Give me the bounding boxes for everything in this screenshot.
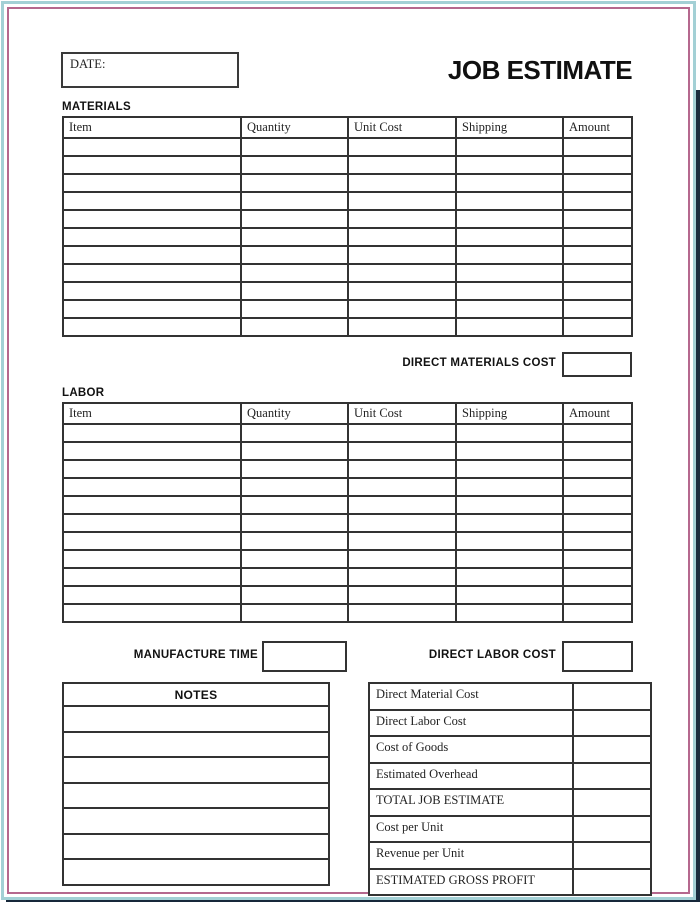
empty-cell[interactable]	[456, 514, 563, 532]
empty-cell[interactable]	[241, 604, 348, 622]
empty-cell[interactable]	[456, 264, 563, 282]
empty-cell[interactable]	[241, 192, 348, 210]
empty-cell[interactable]	[348, 246, 456, 264]
empty-cell[interactable]	[348, 460, 456, 478]
empty-cell[interactable]	[456, 138, 563, 156]
empty-cell[interactable]	[348, 514, 456, 532]
empty-cell[interactable]	[456, 318, 563, 336]
summary-label: Estimated Overhead	[369, 763, 573, 790]
empty-cell[interactable]	[456, 300, 563, 318]
empty-cell[interactable]	[63, 424, 241, 442]
empty-cell[interactable]	[241, 514, 348, 532]
empty-cell[interactable]	[563, 264, 632, 282]
empty-cell[interactable]	[348, 210, 456, 228]
summary-value-cell[interactable]	[573, 763, 651, 790]
table-row	[63, 442, 632, 460]
empty-cell[interactable]	[241, 156, 348, 174]
notes-row	[63, 808, 329, 834]
notes-row	[63, 834, 329, 860]
notes-header: NOTES	[63, 683, 329, 706]
summary-row	[369, 763, 651, 790]
empty-cell[interactable]	[63, 246, 241, 264]
summary-label: Direct Material Cost	[369, 683, 573, 710]
notes-line[interactable]	[63, 859, 329, 885]
summary-value-cell[interactable]	[573, 736, 651, 763]
summary-label: Direct Labor Cost	[369, 710, 573, 737]
empty-cell[interactable]	[241, 424, 348, 442]
summary-row	[369, 842, 651, 869]
empty-cell[interactable]	[241, 532, 348, 550]
column-header: Amount	[563, 403, 632, 424]
table-row	[63, 264, 632, 282]
summary-label: Revenue per Unit	[369, 842, 573, 869]
notes-line[interactable]	[63, 808, 329, 834]
empty-cell[interactable]	[348, 156, 456, 174]
manufacture-time-label: MANUFACTURE TIME	[133, 649, 258, 661]
materials-table	[62, 116, 633, 337]
empty-cell[interactable]	[563, 604, 632, 622]
empty-cell[interactable]	[63, 282, 241, 300]
table-row	[63, 318, 632, 336]
page-edge-shadow-right	[696, 90, 700, 902]
manufacture-time-field[interactable]	[262, 641, 347, 672]
empty-cell[interactable]	[348, 568, 456, 586]
table-row	[63, 300, 632, 318]
empty-cell[interactable]	[563, 460, 632, 478]
empty-cell[interactable]	[456, 478, 563, 496]
empty-cell[interactable]	[241, 228, 348, 246]
empty-cell[interactable]	[63, 228, 241, 246]
empty-cell[interactable]	[348, 228, 456, 246]
empty-cell[interactable]	[241, 550, 348, 568]
notes-line[interactable]	[63, 757, 329, 783]
column-header: Unit Cost	[348, 403, 456, 424]
summary-label: TOTAL JOB ESTIMATE	[369, 789, 573, 816]
date-field[interactable]	[61, 52, 239, 88]
empty-cell[interactable]	[63, 550, 241, 568]
empty-cell[interactable]	[348, 478, 456, 496]
empty-cell[interactable]	[241, 174, 348, 192]
summary-value-cell[interactable]	[573, 869, 651, 896]
labor-table	[62, 402, 633, 623]
empty-cell[interactable]	[563, 532, 632, 550]
empty-cell[interactable]	[563, 586, 632, 604]
empty-cell[interactable]	[63, 300, 241, 318]
empty-cell[interactable]	[241, 246, 348, 264]
empty-cell[interactable]	[241, 568, 348, 586]
empty-cell[interactable]	[63, 156, 241, 174]
empty-cell[interactable]	[348, 604, 456, 622]
empty-cell[interactable]	[456, 228, 563, 246]
empty-cell[interactable]	[563, 228, 632, 246]
empty-cell[interactable]	[348, 550, 456, 568]
empty-cell[interactable]	[241, 210, 348, 228]
empty-cell[interactable]	[456, 442, 563, 460]
empty-cell[interactable]	[348, 496, 456, 514]
column-header: Shipping	[456, 117, 563, 138]
table-row	[63, 156, 632, 174]
empty-cell[interactable]	[348, 442, 456, 460]
empty-cell[interactable]	[456, 246, 563, 264]
empty-cell[interactable]	[563, 156, 632, 174]
table-row	[63, 604, 632, 622]
summary-value-cell[interactable]	[573, 710, 651, 737]
empty-cell[interactable]	[456, 568, 563, 586]
column-header: Amount	[563, 117, 632, 138]
materials-section-label: MATERIALS	[62, 101, 131, 113]
notes-line[interactable]	[63, 732, 329, 758]
empty-cell[interactable]	[456, 282, 563, 300]
empty-cell[interactable]	[241, 282, 348, 300]
empty-cell[interactable]	[63, 264, 241, 282]
page-title: JOB ESTIMATE	[447, 55, 633, 85]
empty-cell[interactable]	[63, 532, 241, 550]
empty-cell[interactable]	[348, 586, 456, 604]
empty-cell[interactable]	[63, 192, 241, 210]
empty-cell[interactable]	[63, 210, 241, 228]
column-header: Shipping	[456, 403, 563, 424]
direct-labor-cost-field[interactable]	[562, 641, 633, 672]
summary-label: Cost of Goods	[369, 736, 573, 763]
empty-cell[interactable]	[563, 174, 632, 192]
column-header: Item	[63, 117, 241, 138]
empty-cell[interactable]	[456, 604, 563, 622]
empty-cell[interactable]	[563, 514, 632, 532]
summary-label: Cost per Unit	[369, 816, 573, 843]
empty-cell[interactable]	[63, 514, 241, 532]
empty-cell[interactable]	[456, 532, 563, 550]
empty-cell[interactable]	[563, 282, 632, 300]
empty-cell[interactable]	[563, 478, 632, 496]
table-row	[63, 586, 632, 604]
empty-cell[interactable]	[348, 318, 456, 336]
empty-cell[interactable]	[456, 460, 563, 478]
column-header: Unit Cost	[348, 117, 456, 138]
empty-cell[interactable]	[241, 300, 348, 318]
empty-cell[interactable]	[563, 300, 632, 318]
empty-cell[interactable]	[348, 282, 456, 300]
empty-cell[interactable]	[456, 174, 563, 192]
table-row	[63, 282, 632, 300]
empty-cell[interactable]	[63, 138, 241, 156]
notes-row	[63, 706, 329, 732]
empty-cell[interactable]	[63, 478, 241, 496]
direct-materials-cost-label: DIRECT MATERIALS COST	[402, 357, 556, 369]
labor-section-label: LABOR	[62, 387, 105, 399]
empty-cell[interactable]	[241, 138, 348, 156]
table-row	[63, 496, 632, 514]
empty-cell[interactable]	[63, 460, 241, 478]
empty-cell[interactable]	[63, 568, 241, 586]
summary-row	[369, 683, 651, 710]
empty-cell[interactable]	[348, 192, 456, 210]
empty-cell[interactable]	[348, 264, 456, 282]
empty-cell[interactable]	[63, 174, 241, 192]
empty-cell[interactable]	[63, 442, 241, 460]
column-header: Quantity	[241, 117, 348, 138]
notes-row	[63, 757, 329, 783]
column-header: Item	[63, 403, 241, 424]
table-row	[63, 192, 632, 210]
table-row	[63, 478, 632, 496]
summary-row	[369, 710, 651, 737]
empty-cell[interactable]	[563, 210, 632, 228]
notes-line[interactable]	[63, 834, 329, 860]
empty-cell[interactable]	[348, 138, 456, 156]
empty-cell[interactable]	[348, 424, 456, 442]
empty-cell[interactable]	[63, 604, 241, 622]
empty-cell[interactable]	[456, 156, 563, 174]
summary-row	[369, 789, 651, 816]
empty-cell[interactable]	[563, 496, 632, 514]
empty-cell[interactable]	[63, 496, 241, 514]
empty-cell[interactable]	[456, 424, 563, 442]
direct-labor-cost-label: DIRECT LABOR COST	[428, 649, 556, 661]
summary-value-cell[interactable]	[573, 842, 651, 869]
summary-row	[369, 816, 651, 843]
notes-line[interactable]	[63, 706, 329, 732]
summary-value-cell[interactable]	[573, 816, 651, 843]
empty-cell[interactable]	[63, 586, 241, 604]
empty-cell[interactable]	[241, 478, 348, 496]
empty-cell[interactable]	[348, 300, 456, 318]
column-header: Quantity	[241, 403, 348, 424]
empty-cell[interactable]	[241, 318, 348, 336]
empty-cell[interactable]	[456, 192, 563, 210]
table-row	[63, 174, 632, 192]
summary-table	[368, 682, 652, 896]
notes-line[interactable]	[63, 783, 329, 809]
direct-materials-cost-field[interactable]	[562, 352, 632, 377]
table-row	[63, 424, 632, 442]
empty-cell[interactable]	[563, 550, 632, 568]
table-row	[63, 246, 632, 264]
empty-cell[interactable]	[563, 138, 632, 156]
notes-table	[62, 682, 330, 886]
empty-cell[interactable]	[241, 586, 348, 604]
summary-row	[369, 869, 651, 896]
empty-cell[interactable]	[241, 442, 348, 460]
empty-cell[interactable]	[563, 318, 632, 336]
empty-cell[interactable]	[241, 496, 348, 514]
notes-row	[63, 783, 329, 809]
table-row	[63, 460, 632, 478]
empty-cell[interactable]	[456, 586, 563, 604]
summary-value-cell[interactable]	[573, 683, 651, 710]
empty-cell[interactable]	[456, 496, 563, 514]
empty-cell[interactable]	[456, 550, 563, 568]
empty-cell[interactable]	[63, 318, 241, 336]
empty-cell[interactable]	[241, 264, 348, 282]
empty-cell[interactable]	[563, 246, 632, 264]
table-row	[63, 228, 632, 246]
empty-cell[interactable]	[563, 568, 632, 586]
empty-cell[interactable]	[563, 442, 632, 460]
table-row	[63, 532, 632, 550]
summary-row	[369, 736, 651, 763]
table-row	[63, 568, 632, 586]
empty-cell[interactable]	[241, 460, 348, 478]
table-row	[63, 550, 632, 568]
table-row	[63, 138, 632, 156]
notes-row	[63, 859, 329, 885]
summary-value-cell[interactable]	[573, 789, 651, 816]
empty-cell[interactable]	[563, 424, 632, 442]
empty-cell[interactable]	[348, 532, 456, 550]
empty-cell[interactable]	[348, 174, 456, 192]
table-row	[63, 514, 632, 532]
empty-cell[interactable]	[456, 210, 563, 228]
empty-cell[interactable]	[563, 192, 632, 210]
summary-label: ESTIMATED GROSS PROFIT	[369, 869, 573, 896]
date-label: DATE:	[70, 57, 106, 71]
table-row	[63, 210, 632, 228]
notes-row	[63, 732, 329, 758]
